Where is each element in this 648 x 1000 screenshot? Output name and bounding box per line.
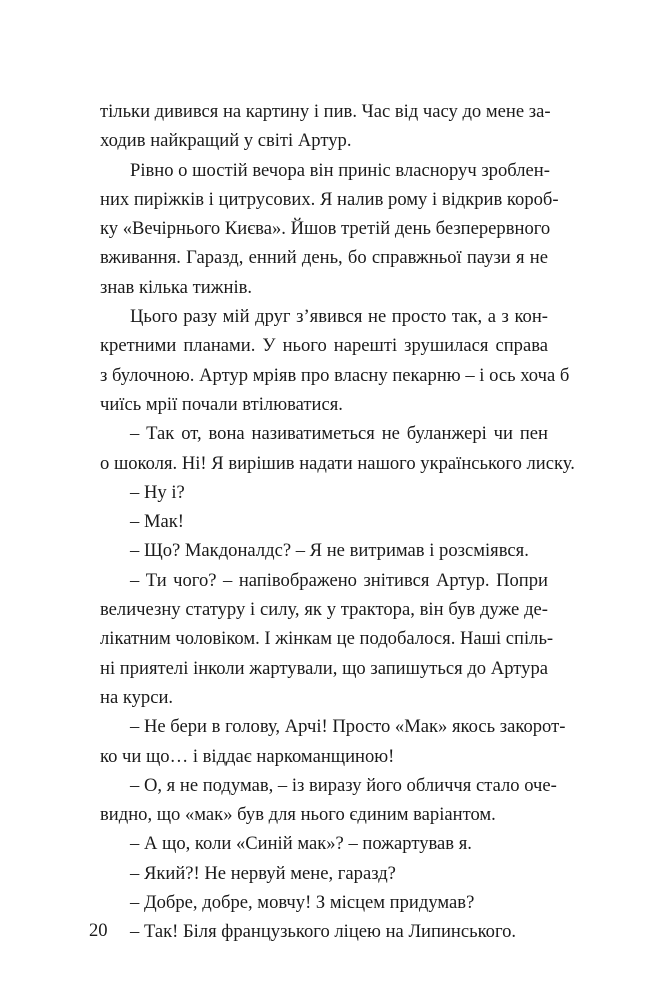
text-line: ні приятелі інколи жартували, що запишуться до Артура: [100, 657, 548, 679]
text-line: величезну статуру і силу, як у трактора, він був дуже де-: [100, 599, 548, 621]
text-line: Рівно о шостій вечора він приніс власноруч зроблен-: [130, 159, 550, 181]
text-line: – Добре, добре, мовчу! З місцем придумав?: [130, 892, 475, 914]
page-body-text: [100, 97, 575, 947]
text-line: на курси.: [100, 686, 174, 708]
text-line: – Ну і?: [130, 481, 185, 503]
text-line: тільки дивився на картину і пив. Час від часу до мене за-: [100, 101, 551, 122]
text-line: кретними планами. У нього нарешті зрушилася справа: [100, 335, 548, 357]
text-line: видно, що «мак» був для нього єдиним варіантом.: [100, 804, 496, 826]
text-line: них пиріжків і цитрусових. Я налив рому і відкрив короб-: [100, 188, 559, 210]
text-line: – А що, коли «Синій мак»? – пожартував я.: [130, 833, 472, 855]
text-line: – Мак!: [130, 511, 184, 533]
text-line: – Так! Біля французького ліцею на Липинського.: [130, 921, 517, 943]
text-line: з булочною. Артур мріяв про власну пекарню – і ось хоча б: [100, 364, 570, 386]
text-line: чиїсь мрії почали втілюватися.: [100, 393, 343, 415]
text-line: знав кілька тижнів.: [100, 276, 253, 298]
text-line: о шоколя. Ні! Я вирішив надати нашого українського лиску.: [100, 452, 575, 474]
text-line: лікатним чоловіком. І жінкам це подобалося. Наші спіль-: [100, 628, 554, 650]
text-line: ходив найкращий у світі Артур.: [100, 130, 352, 152]
text-line: Цього разу мій друг з’явився не просто так, а з кон-: [130, 306, 548, 328]
text-line: вживання. Гаразд, енний день, бо справжньої паузи я не: [100, 247, 548, 269]
text-line: – Не бери в голову, Арчі! Просто «Мак» якось закорот-: [130, 716, 566, 738]
text-line: ко чи що… і віддає наркоманщиною!: [100, 745, 395, 767]
text-line: – Так от, вона називатиметься не буланжері чи пен: [130, 423, 548, 445]
text-line: – Що? Макдоналдс? – Я не витримав і розсміявся.: [130, 540, 529, 562]
page-number: 20: [89, 920, 108, 941]
text-line: – О, я не подумав, – із виразу його обличчя стало оче-: [130, 774, 557, 796]
text-line: – Який?! Не нервуй мене, гаразд?: [130, 862, 396, 884]
text-line: ку «Вечірнього Києва». Йшов третій день безперервного: [100, 218, 551, 240]
text-line: – Ти чого? – напівображено знітився Артур. Попри: [130, 569, 548, 591]
